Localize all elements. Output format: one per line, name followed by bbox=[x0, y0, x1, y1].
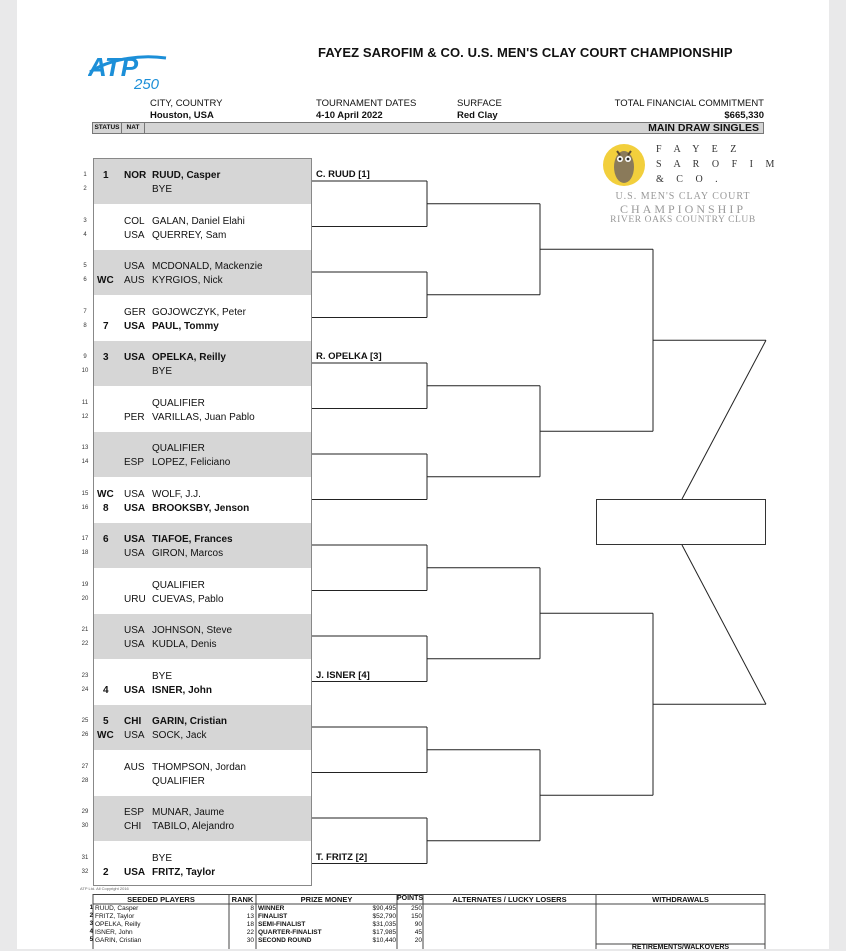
player-name: PAUL, Tommy bbox=[152, 320, 219, 332]
seed-row-rank: 22 bbox=[246, 929, 254, 936]
line-number: 19 bbox=[81, 581, 89, 588]
player-nationality: ESP bbox=[124, 807, 145, 818]
line-number: 22 bbox=[81, 641, 89, 647]
player-nationality: PER bbox=[124, 411, 145, 423]
player-name: QUALIFIER bbox=[152, 397, 205, 409]
financial-label: TOTAL FINANCIAL COMMITMENT bbox=[614, 98, 764, 109]
seed-row-rank: 18 bbox=[246, 921, 254, 928]
prize-points: 20 bbox=[414, 937, 422, 944]
player-name: GARIN, Cristian bbox=[152, 716, 228, 727]
line-number: 12 bbox=[81, 413, 89, 420]
tournament-title: FAYEZ SAROFIM & CO. U.S. MEN'S CLAY COURT CHAMPIONSHIP bbox=[318, 45, 733, 60]
line-number: 28 bbox=[81, 777, 89, 784]
seed-number: 8 bbox=[103, 502, 109, 514]
seed-row-name: ISNER, John bbox=[95, 929, 133, 936]
sponsor-line-3: & C O . bbox=[656, 174, 723, 185]
seed-row-number: 3 bbox=[89, 921, 93, 927]
player-nationality: USA bbox=[124, 625, 145, 636]
line-number: 14 bbox=[81, 459, 89, 465]
main-draw-label: MAIN DRAW SINGLES bbox=[648, 122, 759, 134]
player-name: BYE bbox=[152, 184, 173, 195]
player-nationality: USA bbox=[124, 684, 146, 696]
player-name: BYE bbox=[152, 852, 173, 864]
player-name: QUALIFIER bbox=[152, 775, 205, 787]
player-nationality: COL bbox=[124, 215, 145, 227]
entry-status: WC bbox=[97, 488, 114, 500]
line-number: 6 bbox=[83, 277, 87, 283]
surface-value: Red Clay bbox=[457, 110, 498, 121]
line-number: 31 bbox=[81, 854, 89, 861]
sponsor-line-2: S A R O F I M bbox=[656, 159, 780, 170]
seed-number: 5 bbox=[103, 716, 109, 727]
seed-row-rank: 13 bbox=[246, 913, 254, 920]
player-nationality: USA bbox=[124, 730, 145, 741]
player-name: KUDLA, Denis bbox=[152, 639, 217, 650]
player-name: GIRON, Marcos bbox=[152, 548, 224, 559]
bracket-line bbox=[682, 340, 766, 499]
player-name: TABILO, Alejandro bbox=[152, 821, 235, 832]
player-name: ISNER, John bbox=[152, 684, 213, 696]
line-number: 16 bbox=[81, 504, 89, 511]
player-name: VARILLAS, Juan Pablo bbox=[152, 411, 255, 423]
line-number: 23 bbox=[81, 672, 89, 679]
player-name: RUUD, Casper bbox=[152, 170, 221, 181]
line-number: 11 bbox=[81, 399, 89, 406]
player-nationality: URU bbox=[124, 593, 146, 605]
entry-status: WC bbox=[97, 275, 114, 286]
entry-status: WC bbox=[97, 730, 114, 741]
player-name: CUEVAS, Pablo bbox=[152, 593, 224, 605]
player-name: BYE bbox=[152, 670, 173, 682]
player-name: GALAN, Daniel Elahi bbox=[152, 215, 245, 227]
seed-row-name: FRITZ, Taylor bbox=[95, 913, 135, 920]
player-name: THOMPSON, Jordan bbox=[152, 761, 246, 773]
seed-row-name: RUUD, Casper bbox=[95, 905, 139, 912]
player-nationality: CHI bbox=[124, 821, 142, 832]
player-name: SOCK, Jack bbox=[152, 730, 207, 741]
seed-row-rank: 30 bbox=[246, 937, 254, 944]
player-nationality: AUS bbox=[124, 275, 145, 286]
line-number: 29 bbox=[81, 809, 89, 815]
player-nationality: USA bbox=[124, 548, 145, 559]
logo-tier: 250 bbox=[134, 76, 160, 92]
prize-round: SECOND ROUND bbox=[258, 937, 312, 944]
prize-round: QUARTER-FINALIST bbox=[258, 929, 322, 936]
line-number: 15 bbox=[81, 490, 89, 497]
seed-number: 1 bbox=[103, 170, 109, 181]
prize-round: WINNER bbox=[258, 905, 285, 912]
seed-row-number: 4 bbox=[89, 929, 93, 935]
player-nationality: USA bbox=[124, 320, 146, 332]
prize-money: $17,985 bbox=[372, 929, 396, 936]
player-name: QUERREY, Sam bbox=[152, 229, 227, 241]
line-number: 25 bbox=[81, 718, 89, 724]
second-round-name: J. ISNER [4] bbox=[316, 669, 370, 681]
prize-round: SEMI-FINALIST bbox=[258, 921, 306, 928]
line-number: 3 bbox=[83, 217, 87, 224]
line-number: 1 bbox=[83, 172, 87, 178]
player-nationality: ESP bbox=[124, 457, 145, 468]
prize-money: $52,790 bbox=[372, 913, 396, 920]
line-number: 2 bbox=[83, 186, 87, 192]
line-number: 8 bbox=[83, 322, 87, 329]
winner-box bbox=[596, 499, 766, 545]
player-nationality: USA bbox=[124, 261, 145, 272]
alternates-header: ALTERNATES / LUCKY LOSERS bbox=[452, 895, 567, 904]
line-number: 24 bbox=[81, 686, 89, 693]
player-nationality: USA bbox=[124, 639, 145, 650]
player-name: JOHNSON, Steve bbox=[152, 625, 233, 636]
withdrawals-header: WITHDRAWALS bbox=[652, 895, 709, 904]
seed-number: 7 bbox=[103, 320, 109, 332]
line-number: 10 bbox=[81, 368, 89, 374]
player-name: MCDONALD, Mackenzie bbox=[152, 261, 263, 272]
seed-number: 4 bbox=[103, 684, 109, 696]
points-header: POINTS bbox=[397, 895, 424, 902]
status-column-label: STATUS bbox=[93, 123, 122, 133]
player-nationality: CHI bbox=[124, 716, 142, 727]
nat-column-label: NAT bbox=[122, 123, 145, 133]
prize-money: $31,035 bbox=[372, 921, 396, 928]
player-name: FRITZ, Taylor bbox=[152, 866, 216, 878]
prize-points: 250 bbox=[411, 905, 422, 912]
line-number: 9 bbox=[83, 354, 87, 360]
player-name: TIAFOE, Frances bbox=[152, 534, 233, 545]
sponsor-sub-2: CHAMPIONSHIP bbox=[619, 202, 747, 216]
player-nationality: USA bbox=[124, 488, 145, 500]
seed-row-number: 5 bbox=[89, 937, 93, 943]
surface-label: SURFACE bbox=[457, 98, 502, 109]
player-name: BROOKSBY, Jenson bbox=[152, 502, 250, 514]
player-nationality: NOR bbox=[124, 170, 147, 181]
player-nationality: USA bbox=[124, 502, 146, 514]
player-name: BYE bbox=[152, 366, 173, 377]
line-number: 17 bbox=[81, 536, 89, 542]
sponsor-sub-1: U.S. MEN'S CLAY COURT bbox=[615, 191, 751, 202]
line-number: 18 bbox=[81, 550, 89, 556]
player-name: MUNAR, Jaume bbox=[152, 807, 225, 818]
dates-label: TOURNAMENT DATES bbox=[316, 98, 417, 109]
city-label: CITY, COUNTRY bbox=[150, 98, 223, 109]
player-name: QUALIFIER bbox=[152, 443, 205, 454]
line-number: 7 bbox=[83, 308, 87, 315]
second-round-name: T. FRITZ [2] bbox=[316, 851, 368, 863]
player-nationality: USA bbox=[124, 229, 145, 241]
seed-row-number: 1 bbox=[89, 905, 93, 911]
seed-row-name: OPELKA, Reilly bbox=[95, 921, 141, 928]
player-name: LOPEZ, Feliciano bbox=[152, 457, 231, 468]
player-nationality: USA bbox=[124, 534, 146, 545]
player-name: KYRGIOS, Nick bbox=[152, 275, 223, 286]
line-number: 4 bbox=[83, 231, 87, 238]
prize-money: $90,495 bbox=[372, 905, 396, 912]
player-nationality: AUS bbox=[124, 761, 145, 773]
prize-points: 90 bbox=[414, 921, 422, 928]
seed-row-number: 2 bbox=[89, 913, 93, 919]
line-number: 5 bbox=[83, 263, 87, 269]
sponsor-sub-3: RIVER OAKS COUNTRY CLUB bbox=[610, 215, 756, 225]
retirements-header: RETIREMENTS/WALKOVERS bbox=[631, 944, 730, 951]
footer-tables bbox=[86, 894, 766, 949]
financial-value: $665,330 bbox=[724, 110, 764, 121]
line-number: 13 bbox=[81, 445, 89, 451]
line-number: 26 bbox=[81, 732, 89, 738]
rank-header: RANK bbox=[231, 895, 254, 904]
line-number: 21 bbox=[81, 627, 89, 633]
prize-points: 150 bbox=[411, 913, 422, 920]
player-nationality: USA bbox=[124, 866, 146, 878]
seeded-players-header: SEEDED PLAYERS bbox=[127, 895, 195, 904]
prize-money: $10,440 bbox=[372, 937, 396, 944]
dates-value: 4-10 April 2022 bbox=[316, 110, 383, 121]
line-number: 32 bbox=[81, 868, 89, 875]
player-name: GOJOWCZYK, Peter bbox=[152, 306, 246, 318]
prize-money-header: PRIZE MONEY bbox=[300, 895, 353, 904]
seed-row-rank: 8 bbox=[250, 905, 254, 912]
copyright: ATP Ltd. All Copyright 2016 bbox=[80, 886, 129, 891]
logo-text: ATP bbox=[88, 52, 139, 82]
player-nationality: GER bbox=[124, 306, 146, 318]
seed-number: 6 bbox=[103, 534, 109, 545]
line-number: 20 bbox=[81, 595, 89, 602]
sponsor-line-1: F A Y E Z bbox=[656, 144, 742, 155]
prize-points: 45 bbox=[414, 929, 422, 936]
seed-number: 3 bbox=[103, 352, 109, 363]
city-value: Houston, USA bbox=[150, 110, 214, 121]
player-name: OPELKA, Reilly bbox=[152, 352, 226, 363]
second-round-name: R. OPELKA [3] bbox=[316, 351, 382, 362]
player-name: WOLF, J.J. bbox=[152, 488, 201, 500]
second-round-name: C. RUUD [1] bbox=[316, 169, 370, 180]
seed-number: 2 bbox=[103, 866, 109, 878]
bracket-line bbox=[682, 545, 766, 704]
player-nationality: USA bbox=[124, 352, 146, 363]
line-number: 30 bbox=[81, 823, 89, 829]
seed-row-name: GARIN, Cristian bbox=[95, 937, 142, 944]
player-name: QUALIFIER bbox=[152, 579, 205, 591]
line-number: 27 bbox=[81, 763, 89, 770]
prize-round: FINALIST bbox=[258, 913, 288, 920]
